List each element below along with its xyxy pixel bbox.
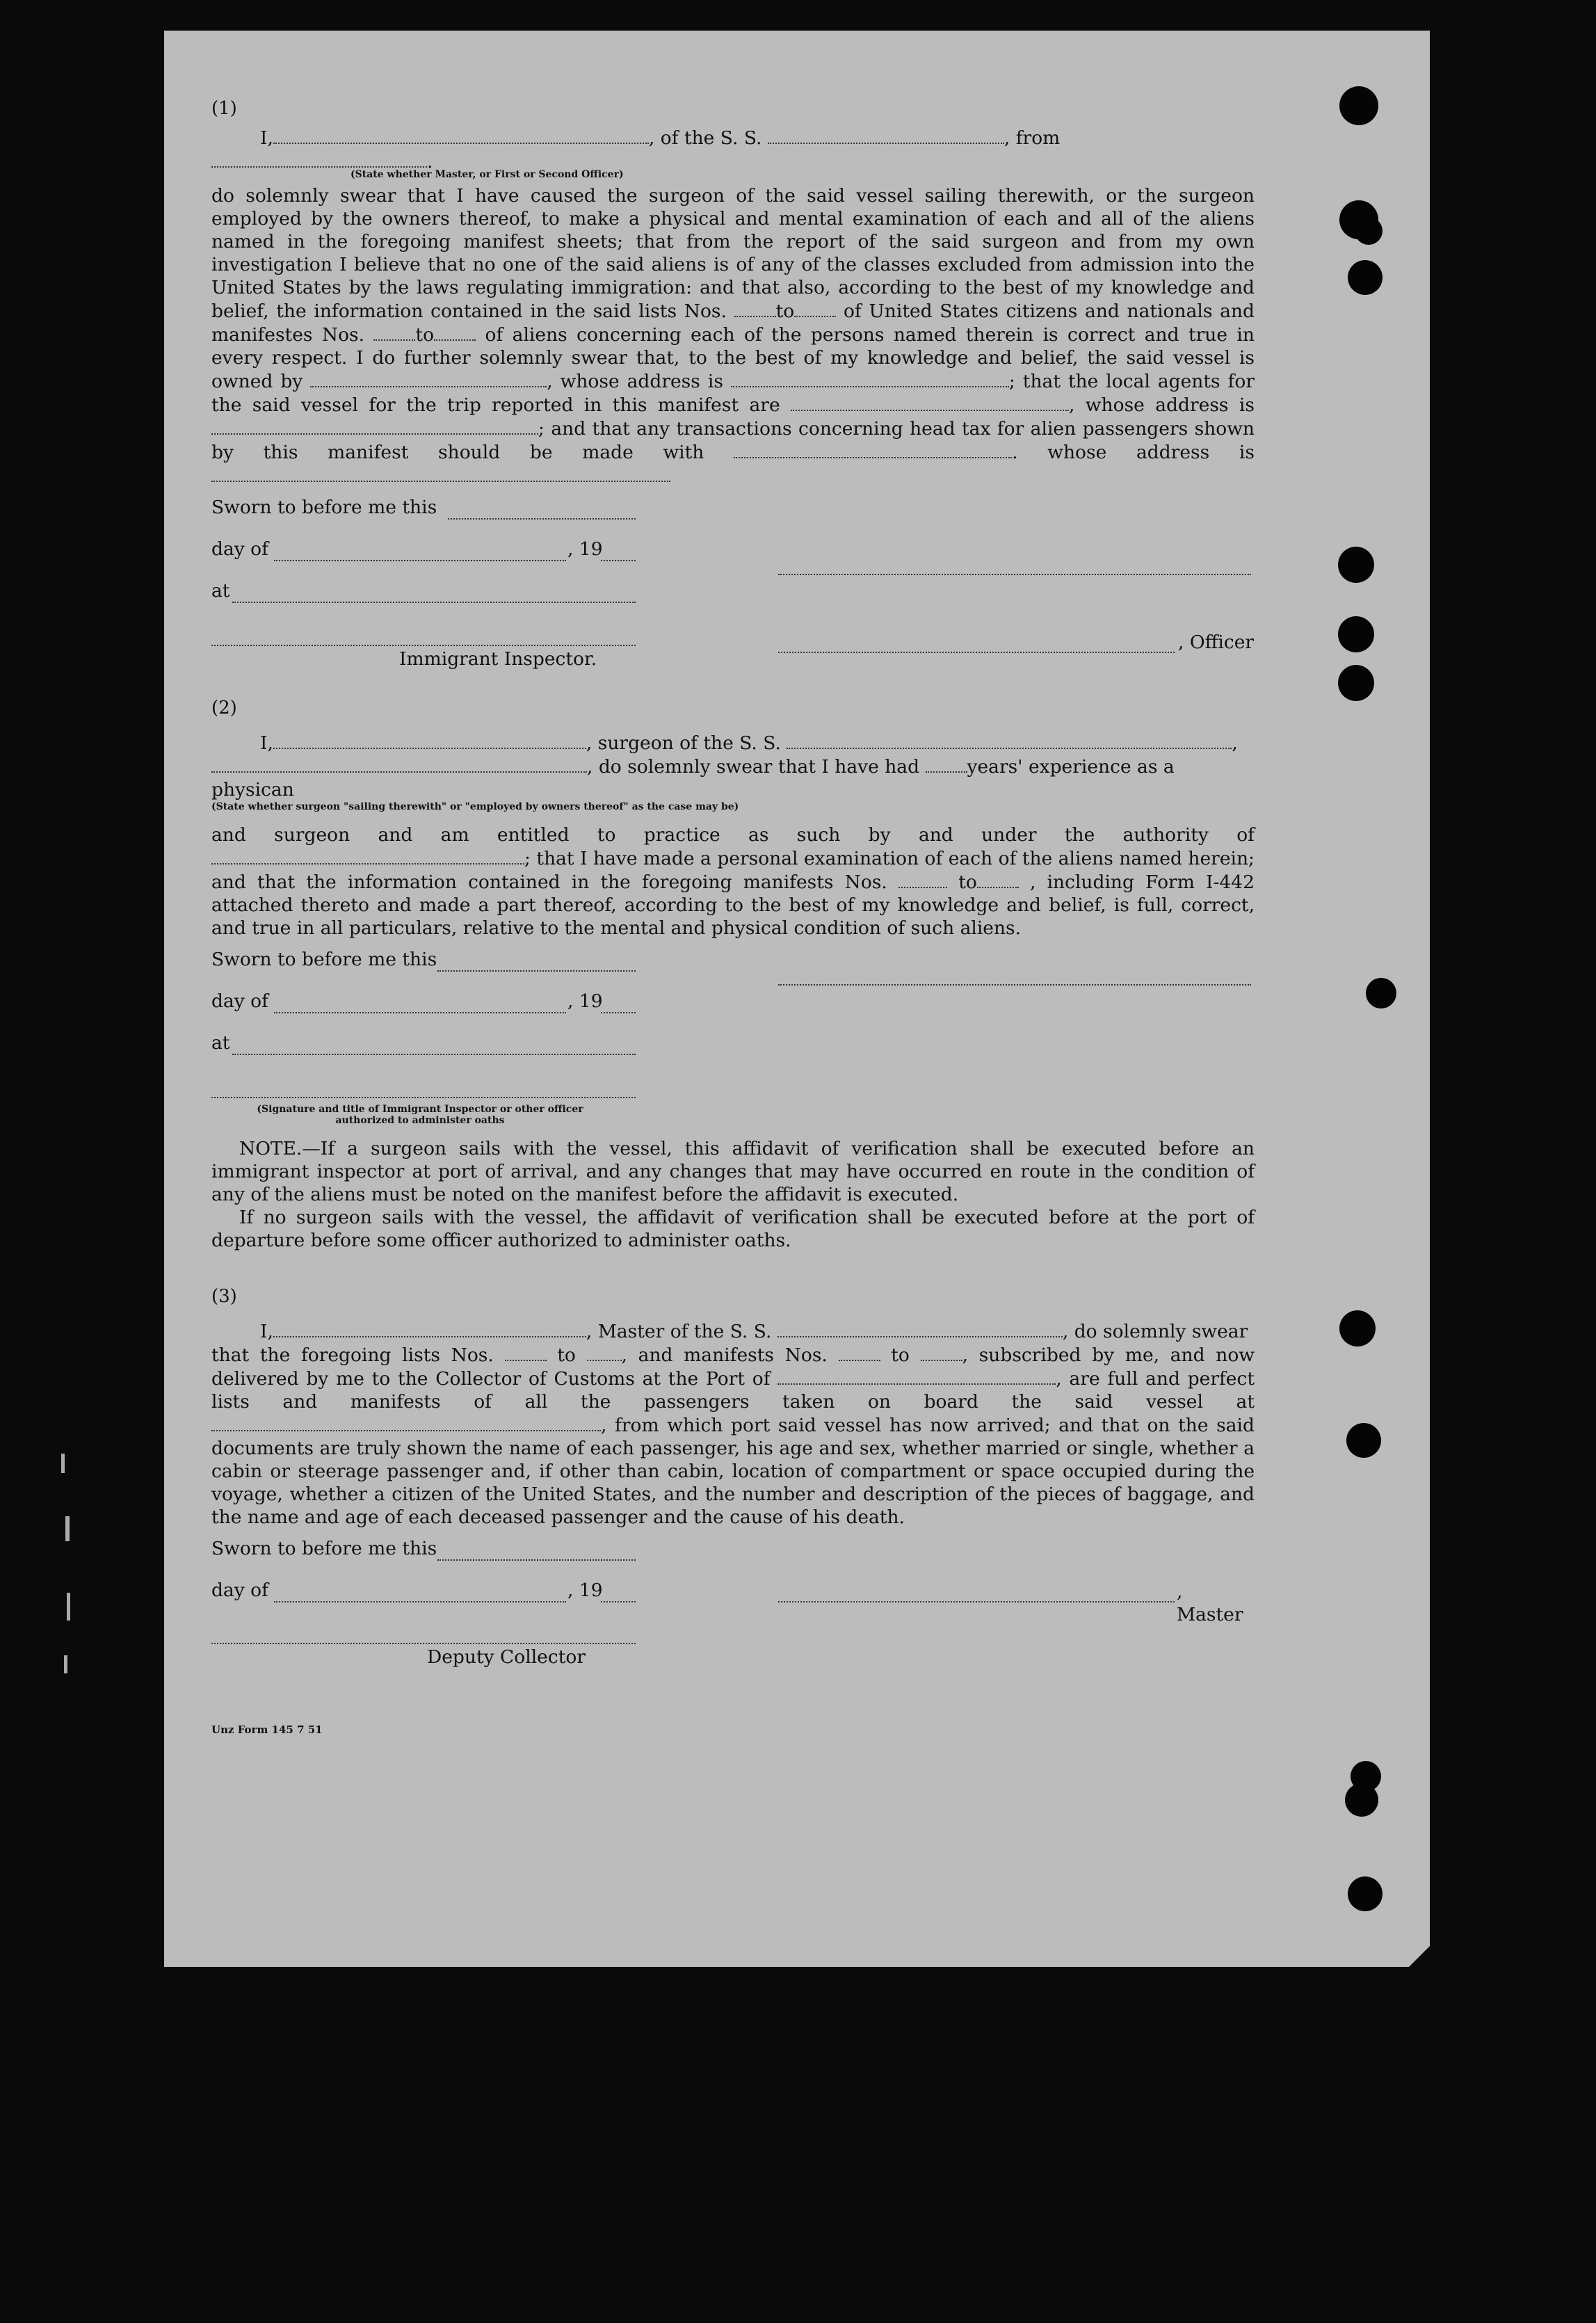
oath-text: ; that the local agents for the said vessel for the trip reported in this manifest are <box>211 371 1255 416</box>
master-oath-paragraph <box>211 1343 1255 1529</box>
binder-hole <box>1348 1876 1383 1911</box>
at-label: at <box>211 1032 230 1054</box>
punct: . <box>1012 442 1018 463</box>
scan-speck <box>65 1516 70 1541</box>
oath-text: , surgeon of the S. S. <box>586 732 781 754</box>
binder-hole <box>1338 547 1374 583</box>
sworn-date-field[interactable] <box>437 1558 636 1561</box>
officer-title-field[interactable] <box>778 650 1175 653</box>
scan-speck <box>61 1454 65 1473</box>
year-label: , 19 <box>567 990 603 1012</box>
sworn-label: Sworn to before me this <box>211 949 437 970</box>
inspector-signature-field[interactable] <box>211 643 636 646</box>
oath-text: , Master of the S. S. <box>586 1321 772 1342</box>
form-id: Unz Form 145 7 51 <box>211 1723 323 1736</box>
manifest-affidavit-sheet <box>164 31 1430 1967</box>
year-label: , 19 <box>567 538 603 560</box>
year-label: , 19 <box>567 1580 603 1601</box>
years-field[interactable] <box>926 755 967 773</box>
oath-text: , are full and perfect lists and <box>211 1368 1255 1413</box>
surgeon-name-field[interactable] <box>273 731 586 749</box>
section-2 <box>211 697 1255 1252</box>
to-label: to <box>958 871 977 893</box>
surgeon-signature-field[interactable] <box>778 983 1251 986</box>
lists-from-field[interactable] <box>505 1343 547 1361</box>
label-from: , from <box>1003 127 1061 149</box>
binder-hole <box>1345 1783 1378 1817</box>
day-of-field[interactable] <box>274 1011 566 1013</box>
label-i: I, <box>260 127 273 149</box>
contact-address-field[interactable] <box>211 464 670 482</box>
lists-to-field[interactable] <box>587 1343 622 1361</box>
section-number: (1) <box>211 98 237 119</box>
binder-hole <box>1338 665 1374 701</box>
oath-text: , whose address is <box>547 371 723 392</box>
at-place-field[interactable] <box>232 600 636 603</box>
to-label: to <box>891 1344 910 1366</box>
manifests-to-field[interactable] <box>434 323 476 341</box>
sworn-label: Sworn to before me this <box>211 1538 437 1559</box>
master-name-field[interactable] <box>273 1319 586 1337</box>
from-port-field[interactable] <box>211 150 427 168</box>
manifests-from-field[interactable] <box>898 870 947 888</box>
punct: , <box>1232 732 1238 754</box>
binder-hole <box>1339 86 1378 125</box>
officer-name-field[interactable] <box>273 126 649 144</box>
binder-hole <box>1339 1310 1376 1347</box>
surgeon-caption: (State whether surgeon "sailing therewith" or "employed by owners thereof" as the case may be) <box>211 801 739 812</box>
label-i: I, <box>260 732 273 754</box>
officer-label: , Officer <box>1178 632 1255 653</box>
at-place-field[interactable] <box>232 1052 636 1055</box>
sworn-label: Sworn to before me this <box>211 497 437 518</box>
manifests-from-field[interactable] <box>373 323 415 341</box>
to-label: to <box>415 324 435 346</box>
binder-hole <box>1346 1423 1381 1458</box>
oath-text: , subscribed by me, and now delivered <box>211 1344 1255 1390</box>
vessel-name-field[interactable] <box>777 1319 1063 1337</box>
oath-paragraph <box>211 184 1255 488</box>
inspector-label: Immigrant Inspector. <box>399 648 597 670</box>
binder-hole <box>1338 616 1374 652</box>
year-field[interactable] <box>601 558 636 561</box>
oath-text: of United States citizens and nationals and manifestes Nos. <box>211 300 1255 346</box>
sworn-date-field[interactable] <box>448 517 636 520</box>
punct: . <box>427 151 433 172</box>
agents-address-field[interactable] <box>211 417 538 435</box>
authority-field[interactable] <box>211 846 524 865</box>
oath-text: that I have made a personal examination of each of the aliens named herein; and that the information contained in the foregoing manifests Nos. <box>211 848 1255 893</box>
section-number: (3) <box>211 1286 237 1307</box>
deputy-signature-field[interactable] <box>211 1641 636 1644</box>
lists-to-field[interactable] <box>794 299 836 317</box>
owner-field[interactable] <box>310 369 547 387</box>
manifests-to-field[interactable] <box>921 1343 962 1361</box>
oath-text: , and manifests Nos. <box>621 1344 828 1366</box>
label-of-ss: , of the S. S. <box>648 127 762 149</box>
day-of-label: day of <box>211 538 268 560</box>
scan-speck <box>64 1655 67 1673</box>
note-paragraph-2: If no surgeon sails with the vessel, the affidavit of verification shall be executed before at the port of departure before some officer authorized to administer oaths. <box>211 1207 1255 1251</box>
head-tax-contact-field[interactable] <box>734 440 1012 458</box>
oath-text: which port said vessel has now arrived; and that on the said documents are truly shown the name of each passenger, his age and sex, whether married or single, whether a cabin or steerage passenger and, if other than cabin, location of compartment or space occupied during the voyage, whether a citizen of the United States, and the number and description of the pieces of baggage, and the name and age of each deceased passenger and the cause of his death. <box>211 1415 1255 1528</box>
section-number: (2) <box>211 698 237 718</box>
rank-caption: (State whether Master, or First or Second Officer) <box>350 169 624 180</box>
manifests-to-field[interactable] <box>977 870 1019 888</box>
master-label: , Master <box>1177 1581 1243 1625</box>
local-agents-field[interactable] <box>791 393 1069 411</box>
officer-signature-field[interactable] <box>778 572 1251 575</box>
vessel-name-field[interactable] <box>787 731 1232 749</box>
surgeon-oath-paragraph <box>211 823 1255 940</box>
oath-text: , do solemnly swear <box>1062 1321 1248 1342</box>
binder-hole <box>1355 217 1383 245</box>
inspector-signature-field[interactable] <box>211 1095 636 1098</box>
departure-port-field[interactable] <box>211 1413 601 1431</box>
oath-text: , whose address is <box>1069 394 1255 416</box>
deputy-label: Deputy Collector <box>427 1646 586 1668</box>
signature-caption: (Signature and title of Immigrant Inspector or other officer authorized to administer oaths <box>257 1104 583 1126</box>
master-signature-field[interactable] <box>778 1600 1175 1602</box>
binder-hole <box>1366 978 1396 1008</box>
oath-text: whose address is <box>1047 442 1255 463</box>
day-of-label: day of <box>211 1580 268 1601</box>
day-of-field[interactable] <box>274 558 566 561</box>
scan-speck <box>67 1593 70 1621</box>
to-label: to <box>775 300 795 322</box>
punct: ; <box>524 848 531 869</box>
year-field[interactable] <box>601 1011 636 1013</box>
day-of-field[interactable] <box>274 1600 566 1602</box>
label-i: I, <box>260 1321 273 1342</box>
oath-text: that the foregoing lists Nos. <box>211 1344 494 1366</box>
at-label: at <box>211 580 230 602</box>
note-paragraph-1: NOTE.—If a surgeon sails with the vessel, this affidavit of verification shall be executed before an immigrant inspector at port of arrival, and any changes that may have occurred en route in the condition of any of the aliens must be noted on the manifest before the affidavit is executed. <box>211 1138 1255 1205</box>
surgeon-status-field[interactable] <box>211 755 587 773</box>
day-of-label: day of <box>211 990 268 1012</box>
port-field[interactable] <box>777 1367 1056 1385</box>
oath-text: , from <box>601 1415 659 1436</box>
sworn-date-field[interactable] <box>437 969 636 972</box>
section-3 <box>211 1285 1255 1676</box>
oath-text: years' experience as a physican <box>211 756 1175 801</box>
oath-text: of aliens concerning each of the persons named therein is correct and true in every respect. I do further solemnly swear that, to the best of my knowledge and belief, the said vessel is owned by <box>211 324 1255 392</box>
year-field[interactable] <box>601 1600 636 1602</box>
oath-text: manifests of all the passengers taken on board the said vessel at <box>350 1391 1255 1413</box>
oath-text: and surgeon and am entitled to practice as such by and under the authority of <box>211 824 1255 846</box>
manifests-from-field[interactable] <box>839 1343 880 1361</box>
binder-hole <box>1348 260 1383 295</box>
owner-address-field[interactable] <box>731 369 1009 387</box>
oath-text: , do solemnly swear that I have had <box>587 756 920 778</box>
to-label: to <box>557 1344 576 1366</box>
oath-text: ; and that any transactions concerning head tax for alien passengers shown by this manifest should be made with <box>211 418 1255 463</box>
vessel-name-field[interactable] <box>768 126 1004 144</box>
lists-from-field[interactable] <box>734 299 776 317</box>
section-1 <box>211 97 1255 677</box>
oath-text: do solemnly swear that I have caused the surgeon of the said vessel sailing therewith, or the surgeon employed by the owners thereof, to make a physical and mental examination of each and all of the aliens named in the foregoing manifest sheets; that from the report of the said surgeon and from my own investigation I believe that no one of the said aliens is of any of the classes excluded from admission into the United States by the laws regulating immigration: and that also, according to the best of my knowledge and belief, the information contained in the said lists Nos. <box>211 185 1255 322</box>
oath-text: , including Form I-442 attached thereto and made a part thereof, according to the best of my knowledge and belief, is full, correct, and true in all particulars, relative to the mental and physical condition of such aliens. <box>211 871 1255 939</box>
oath-text: by me to the Collector of Customs at the Port of <box>306 1368 771 1390</box>
